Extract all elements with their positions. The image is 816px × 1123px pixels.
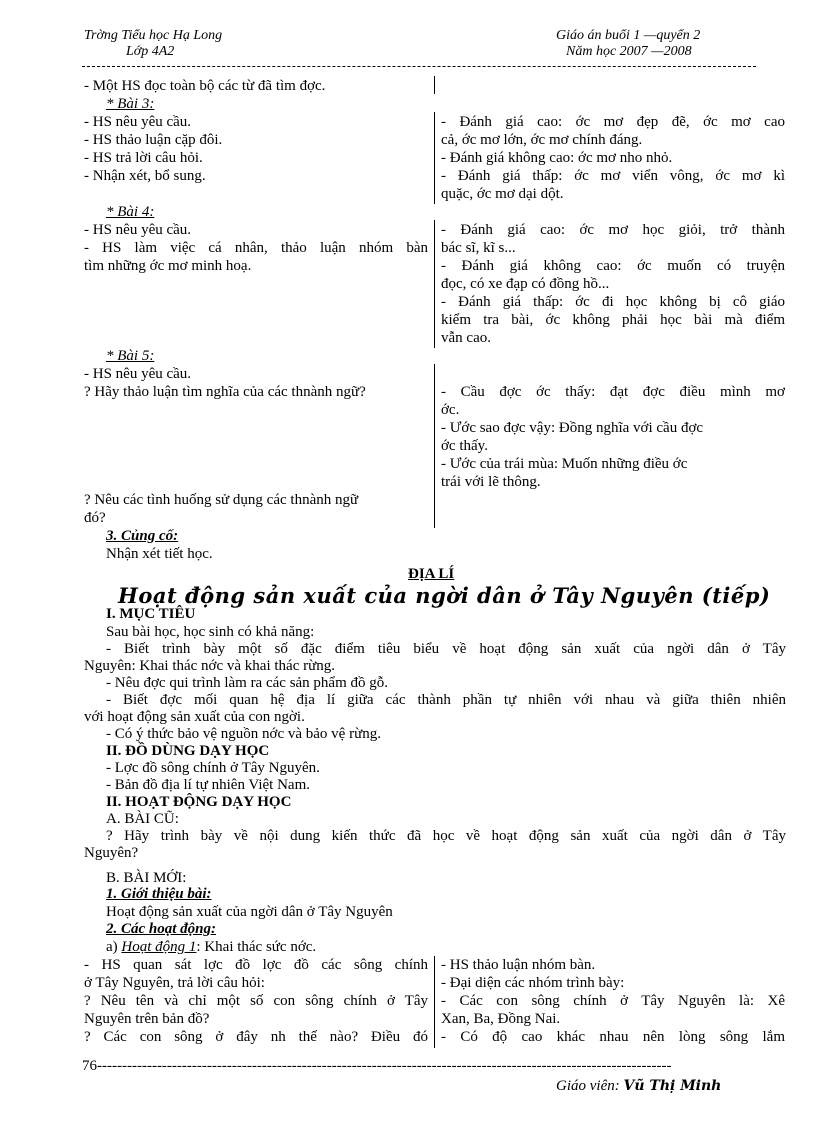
list-item: ớc thấy. [441,438,488,454]
hd1-prefix: a) [106,939,122,955]
list-item: - Nhận xét, bổ sung. [84,168,206,184]
list-item: - Ước của trái mùa: Muốn những điều ớc [441,456,688,472]
subject-heading: ĐỊA LÍ [408,566,455,582]
list-item: - Đánh giá cao: ớc mơ đẹp đẽ, ớc mơ cao [441,114,785,130]
page-number-line [82,1058,671,1075]
list-item: trái với lẽ thông. [441,474,541,490]
list-item: Xan, Ba, Đồng Nai. [441,1011,561,1027]
do-dung-heading: II. ĐỒ DÙNG DẠY HỌC [106,743,270,759]
bai-moi-heading: B. BÀI MỚI: [106,870,187,886]
list-item: - Đại diện các nhóm trình bày: [441,975,625,991]
text-line: - Lợc đồ sông chính ở Tây Nguyên. [106,760,320,776]
bai3-label: * Bài 3: [106,96,155,112]
teacher-name: Vũ Thị Minh [623,1078,722,1094]
cac-hoat-dong-label: 2. Các hoạt động: [106,921,217,937]
text-line: Sau bài học, học sinh có khả năng: [106,624,315,640]
column-divider [434,112,435,204]
text-line: - Biết đợc mối quan hệ địa lí giữa các thành phần tự nhiên với nhau và giữa thiên nhiên [106,692,786,708]
list-item: bác sĩ, kĩ s... [441,240,516,256]
list-item: đó? [84,510,106,526]
list-item: - HS thảo luận nhóm bàn. [441,957,596,973]
cung-co-text: Nhận xét tiết học. [106,546,213,562]
line-find-words: - Một HS đọc toàn bộ các từ đã tìm đợc. [84,78,326,94]
column-divider [434,364,435,528]
muc-tieu-heading: I. MỤC TIÊU [106,606,196,622]
column-divider [434,956,435,1048]
cung-co-label: 3. Củng cố: [106,528,179,544]
list-item: - Đánh giá không cao: ớc muốn có truyện [441,258,785,274]
text-line: - Nêu đợc qui trình làm ra các sản phẩm đồ gỗ. [106,675,389,691]
list-item: đọc, có xe đạp có đồng hồ... [441,276,610,292]
list-item: - Đánh giá thấp: ớc đi học không bị cô giáo [441,294,785,310]
header-divider [82,66,756,67]
list-item: - Cầu đợc ớc thấy: đạt đợc điều mình mơ [441,384,785,400]
list-item: - Ước sao đợc vậy: Đồng nghĩa với cầu đợc [441,420,704,436]
school-name: Trờng Tiểu học Hạ Long [84,28,223,43]
list-item: Nguyên trên bản đồ? [84,1011,210,1027]
list-item: ? Nêu tên và chỉ một số con sông chính ở Tây [84,993,428,1009]
list-item: - Đánh giá không cao: ớc mơ nho nhỏ. [441,150,673,166]
list-item: quặc, ớc mơ dại dột. [441,186,564,202]
list-item: kiểm tra bài, ớc không phải học bài mà điểm [441,312,785,328]
list-item: cả, ớc mơ lớn, ớc mơ chính đáng. [441,132,643,148]
bai4-label: * Bài 4: [106,204,155,220]
gioi-thieu-text: Hoạt động sản xuất của ngời dân ở Tây Nguyên [106,904,393,920]
text-line: với hoạt động sản xuất của con ngời. [84,709,305,725]
list-item: vẫn cao. [441,330,491,346]
column-divider [434,220,435,348]
list-item: - Đánh giá thấp: ớc mơ viển vông, ớc mơ kì [441,168,785,184]
text-line: Nguyên? [84,845,139,861]
text-line: ? Hãy trình bày về nội dung kiến thức đã học về hoạt động sản xuất của ngời dân ở Tây [106,828,786,844]
list-item: ớc. [441,402,460,418]
class-name: Lớp 4A2 [126,44,175,59]
gioi-thieu-label: 1. Giới thiệu bài: [106,886,212,902]
teacher-line: Giáo viên: Vũ Thị Minh [556,1078,722,1094]
list-item: ? Nêu các tình huống sử dụng các thnành ngữ [84,492,359,508]
lesson-title: Hoạt động sản xuất của ngời dân ở Tây Nguyên (tiếp) [118,583,771,608]
column-divider [434,76,435,94]
text-line: - Bản đồ địa lí tự nhiên Việt Nam. [106,777,311,793]
list-item: - HS nêu yêu cầu. [84,366,192,382]
list-item: ở Tây Nguyên, trả lời câu hỏi: [84,975,265,991]
lesson-plan-label: Giáo án buổi 1 —quyển 2 [556,28,701,43]
list-item: - HS trả lời câu hỏi. [84,150,203,166]
bai5-label: * Bài 5: [106,348,155,364]
list-item: - Có độ cao khác nhau nên lòng sông lắm [441,1029,785,1045]
teacher-label: Giáo viên [556,1078,615,1094]
list-item: - HS làm việc cá nhân, thảo luận nhóm bàn [84,240,428,256]
hd1-text: : Khai thác sức nớc. [196,939,317,955]
school-year: Năm học 2007 —2008 [566,44,692,59]
list-item: ? Các con sông ở đây nh thế nào? Điều đó [84,1029,428,1045]
list-item: ? Hãy thảo luận tìm nghĩa của các thnành ngữ? [84,384,366,400]
hd1-label: Hoạt động 1 [121,939,197,955]
page-number: 76 [82,1058,97,1074]
list-item: - HS nêu yêu cầu. [84,114,192,130]
hoat-dong-heading: II. HOẠT ĐỘNG DẠY HỌC [106,794,292,810]
text-line: - Biết trình bày một số đặc điểm tiêu biểu về hoạt động sản xuất của ngời dân ở Tây [106,641,786,657]
list-item: - Các con sông chính ở Tây Nguyên là: Xê [441,993,785,1009]
list-item: - HS quan sát lợc đồ lợc đồ các sông chính [84,957,428,973]
bai-cu-heading: A. BÀI CŨ: [106,811,179,827]
list-item: - HS nêu yêu cầu. [84,222,192,238]
text-line: Nguyên: Khai thác nớc và khai thác rừng. [84,658,335,674]
list-item: - HS thảo luận cặp đôi. [84,132,223,148]
hoat-dong-1 [106,939,316,956]
list-item: - Đánh giá cao: ớc mơ học giỏi, trở thành [441,222,785,238]
text-line: - Có ý thức bảo vệ nguồn nớc và bảo vệ rừng. [106,726,381,742]
list-item: tìm những ớc mơ minh hoạ. [84,258,252,274]
footer-dashes: ------------------------------------------------------------------------------------------------------------------- [97,1058,672,1074]
